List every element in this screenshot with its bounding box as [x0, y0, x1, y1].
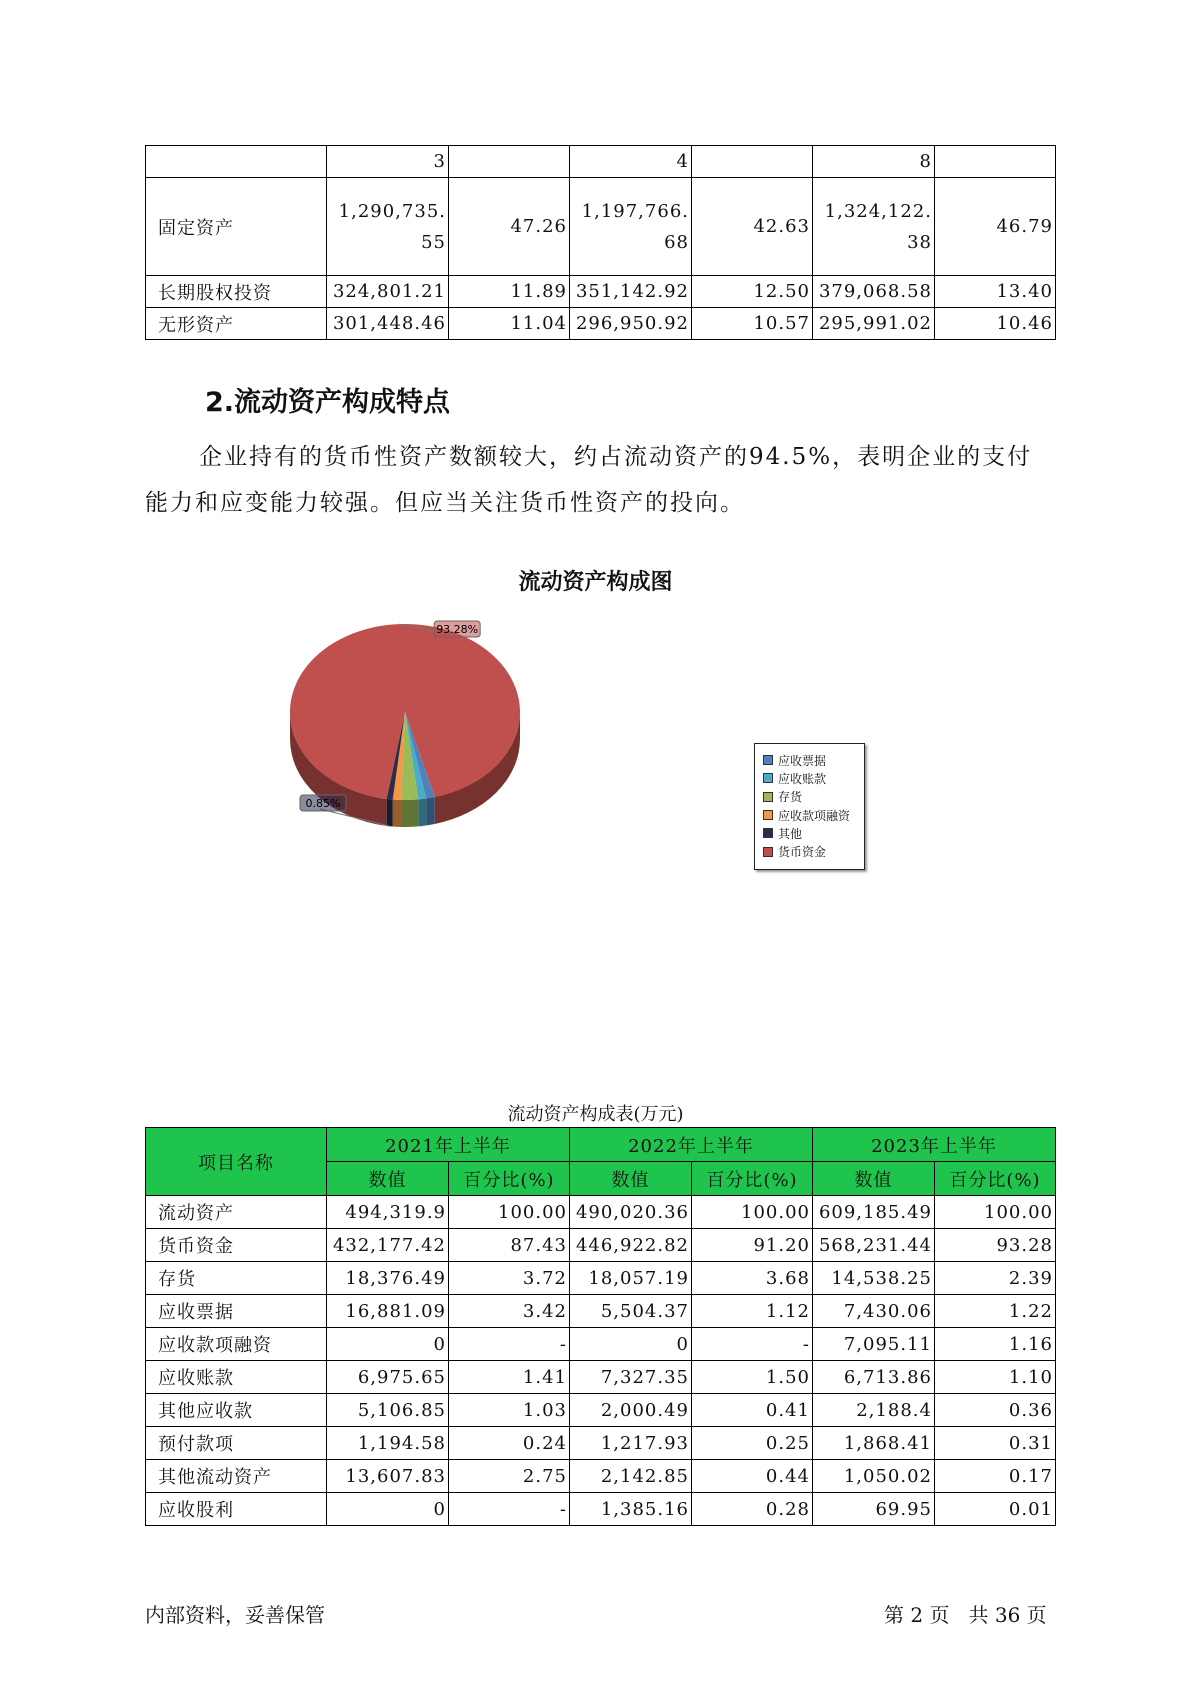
cell-value: 446,922.82	[570, 1229, 692, 1262]
row-label: 流动资产	[146, 1196, 327, 1229]
cell-value: 432,177.42	[327, 1229, 449, 1262]
cell-percent: 1.12	[692, 1295, 813, 1328]
cell-percent: 100.00	[692, 1196, 813, 1229]
cell-percent: -	[692, 1328, 813, 1361]
cell-value: 13,607.83	[327, 1460, 449, 1493]
cell-value: 18,057.19	[570, 1262, 692, 1295]
table-row	[146, 1460, 1056, 1493]
cell-value: 1,217.93	[570, 1427, 692, 1460]
cell-value: 1,324,122.38	[813, 178, 935, 276]
header-year-2021: 2021年上半年	[327, 1128, 570, 1162]
noncurrent-assets-table	[145, 145, 1056, 340]
cell-percent: 3.42	[449, 1295, 570, 1328]
cell-percent: 0.31	[935, 1427, 1056, 1460]
cell-value: 8	[813, 146, 935, 178]
cell-value: 1,290,735.55	[327, 178, 449, 276]
cell-value: 6,975.65	[327, 1361, 449, 1394]
cell-value: 16,881.09	[327, 1295, 449, 1328]
cell-percent: 1.16	[935, 1328, 1056, 1361]
legend-swatch	[763, 792, 773, 802]
cell-percent: 11.89	[449, 276, 570, 308]
legend-item	[763, 824, 864, 842]
cell-percent: 1.50	[692, 1361, 813, 1394]
footer-confidential: 内部资料，妥善保管	[145, 1603, 325, 1627]
legend-item	[763, 806, 864, 824]
legend-item	[763, 751, 864, 769]
legend-item	[763, 769, 864, 787]
table-row	[146, 146, 1056, 178]
pie-side-其他	[387, 799, 393, 827]
cell-percent: 0.24	[449, 1427, 570, 1460]
pie-side-应收票据	[426, 797, 435, 825]
row-label: 预付款项	[146, 1427, 327, 1460]
cell-value: 7,095.11	[813, 1328, 935, 1361]
row-label: 其他应收款	[146, 1394, 327, 1427]
table-row	[146, 1262, 1056, 1295]
cell-percent: 91.20	[692, 1229, 813, 1262]
cell-percent: -	[449, 1493, 570, 1526]
legend-swatch	[763, 810, 773, 820]
cell-value: 6,713.86	[813, 1361, 935, 1394]
table-row	[146, 1196, 1056, 1229]
header-value: 数值	[327, 1162, 449, 1196]
cell-percent: 42.63	[692, 178, 813, 276]
cell-value: 351,142.92	[570, 276, 692, 308]
table-row	[146, 1361, 1056, 1394]
pie-side-应收账款	[418, 798, 426, 826]
cell-value: 18,376.49	[327, 1262, 449, 1295]
row-label	[146, 146, 327, 178]
pie-chart	[290, 620, 580, 885]
cell-value: 296,950.92	[570, 308, 692, 340]
cell-value: 0	[570, 1328, 692, 1361]
row-label: 应收款项融资	[146, 1328, 327, 1361]
cell-percent: 100.00	[449, 1196, 570, 1229]
legend-label: 应收账款	[778, 771, 827, 786]
cell-percent: 0.17	[935, 1460, 1056, 1493]
cell-percent: 3.72	[449, 1262, 570, 1295]
data-label: 93.28%	[436, 623, 479, 636]
legend-label: 货币资金	[778, 845, 827, 860]
cell-percent: 46.79	[935, 178, 1056, 276]
cell-percent: 1.41	[449, 1361, 570, 1394]
cell-percent: 93.28	[935, 1229, 1056, 1262]
cell-value: 295,991.02	[813, 308, 935, 340]
header-value: 数值	[570, 1162, 692, 1196]
cell-value: 0	[327, 1493, 449, 1526]
legend-label: 其他	[778, 826, 803, 841]
row-label: 其他流动资产	[146, 1460, 327, 1493]
cell-value: 568,231.44	[813, 1229, 935, 1262]
row-label: 无形资产	[146, 308, 327, 340]
cell-value: 69.95	[813, 1493, 935, 1526]
row-label: 应收票据	[146, 1295, 327, 1328]
table-row	[146, 1394, 1056, 1427]
cell-percent	[449, 146, 570, 178]
legend-label: 应收票据	[778, 753, 827, 768]
cell-percent: 0.25	[692, 1427, 813, 1460]
cell-percent: 2.39	[935, 1262, 1056, 1295]
cell-value: 3	[327, 146, 449, 178]
legend-label: 存货	[778, 790, 803, 805]
cell-percent: 0.36	[935, 1394, 1056, 1427]
cell-value: 5,106.85	[327, 1394, 449, 1427]
cell-percent: 2.75	[449, 1460, 570, 1493]
cell-value: 490,020.36	[570, 1196, 692, 1229]
cell-value: 1,197,766.68	[570, 178, 692, 276]
cell-value: 2,142.85	[570, 1460, 692, 1493]
table-caption: 流动资产构成表(万元)	[507, 1104, 684, 1125]
row-label: 货币资金	[146, 1229, 327, 1262]
chart-title: 流动资产构成图	[518, 570, 673, 595]
cell-value: 2,188.4	[813, 1394, 935, 1427]
cell-value: 7,430.06	[813, 1295, 935, 1328]
cell-percent: 10.46	[935, 308, 1056, 340]
header-percent: 百分比(%)	[935, 1162, 1056, 1196]
cell-value: 1,050.02	[813, 1460, 935, 1493]
cell-value: 324,801.21	[327, 276, 449, 308]
pie-side-存货	[401, 799, 418, 827]
table-row	[146, 1493, 1056, 1526]
row-label: 存货	[146, 1262, 327, 1295]
legend-item	[763, 788, 864, 806]
table-row	[146, 1295, 1056, 1328]
header-percent: 百分比(%)	[449, 1162, 570, 1196]
row-label: 应收账款	[146, 1361, 327, 1394]
cell-percent: 0.28	[692, 1493, 813, 1526]
legend-swatch	[763, 847, 773, 857]
table-row	[146, 1427, 1056, 1460]
table-row	[146, 308, 1056, 340]
legend-item	[763, 842, 864, 860]
legend-swatch	[763, 755, 773, 765]
legend-swatch	[763, 773, 773, 783]
cell-value: 609,185.49	[813, 1196, 935, 1229]
cell-value: 7,327.35	[570, 1361, 692, 1394]
cell-value: 4	[570, 146, 692, 178]
cell-value: 379,068.58	[813, 276, 935, 308]
cell-value: 0	[327, 1328, 449, 1361]
header-percent: 百分比(%)	[692, 1162, 813, 1196]
cell-percent: 10.57	[692, 308, 813, 340]
cell-value: 14,538.25	[813, 1262, 935, 1295]
header-value: 数值	[813, 1162, 935, 1196]
row-label: 固定资产	[146, 178, 327, 276]
cell-value: 301,448.46	[327, 308, 449, 340]
cell-value: 1,194.58	[327, 1427, 449, 1460]
header-item-name: 项目名称	[146, 1128, 327, 1196]
section-paragraph: 企业持有的货币性资产数额较大，约占流动资产的94.5%，表明企业的支付能力和应变能力较强。但应当关注货币性资产的投向。	[145, 444, 1033, 516]
footer-page-number: 第 2 页 共 36 页	[884, 1603, 1047, 1627]
cell-percent: 3.68	[692, 1262, 813, 1295]
table-row	[146, 1328, 1056, 1361]
cell-percent: 12.50	[692, 276, 813, 308]
cell-percent	[935, 146, 1056, 178]
cell-value: 1,868.41	[813, 1427, 935, 1460]
cell-percent: 1.03	[449, 1394, 570, 1427]
legend-swatch	[763, 828, 773, 838]
cell-percent: 47.26	[449, 178, 570, 276]
table-row	[146, 276, 1056, 308]
cell-percent: 87.43	[449, 1229, 570, 1262]
cell-percent: 100.00	[935, 1196, 1056, 1229]
cell-percent: -	[449, 1328, 570, 1361]
row-label: 长期股权投资	[146, 276, 327, 308]
table-row	[146, 178, 1056, 276]
cell-percent: 1.10	[935, 1361, 1056, 1394]
pie-side-应收款项融资	[393, 799, 401, 826]
cell-value: 494,319.9	[327, 1196, 449, 1229]
current-assets-table	[145, 1127, 1056, 1526]
section-heading: 2.流动资产构成特点	[205, 387, 451, 418]
chart-legend	[754, 743, 865, 870]
cell-percent: 11.04	[449, 308, 570, 340]
cell-percent: 1.22	[935, 1295, 1056, 1328]
cell-percent: 13.40	[935, 276, 1056, 308]
cell-percent: 0.01	[935, 1493, 1056, 1526]
cell-value: 2,000.49	[570, 1394, 692, 1427]
cell-value: 5,504.37	[570, 1295, 692, 1328]
table-row	[146, 1229, 1056, 1262]
cell-percent: 0.41	[692, 1394, 813, 1427]
header-year-2022: 2022年上半年	[570, 1128, 813, 1162]
row-label: 应收股利	[146, 1493, 327, 1526]
cell-value: 1,385.16	[570, 1493, 692, 1526]
table-header-row	[146, 1128, 1056, 1162]
data-label: 0.85%	[305, 797, 341, 810]
header-year-2023: 2023年上半年	[813, 1128, 1056, 1162]
legend-label: 应收款项融资	[778, 808, 851, 823]
cell-percent	[692, 146, 813, 178]
cell-percent: 0.44	[692, 1460, 813, 1493]
